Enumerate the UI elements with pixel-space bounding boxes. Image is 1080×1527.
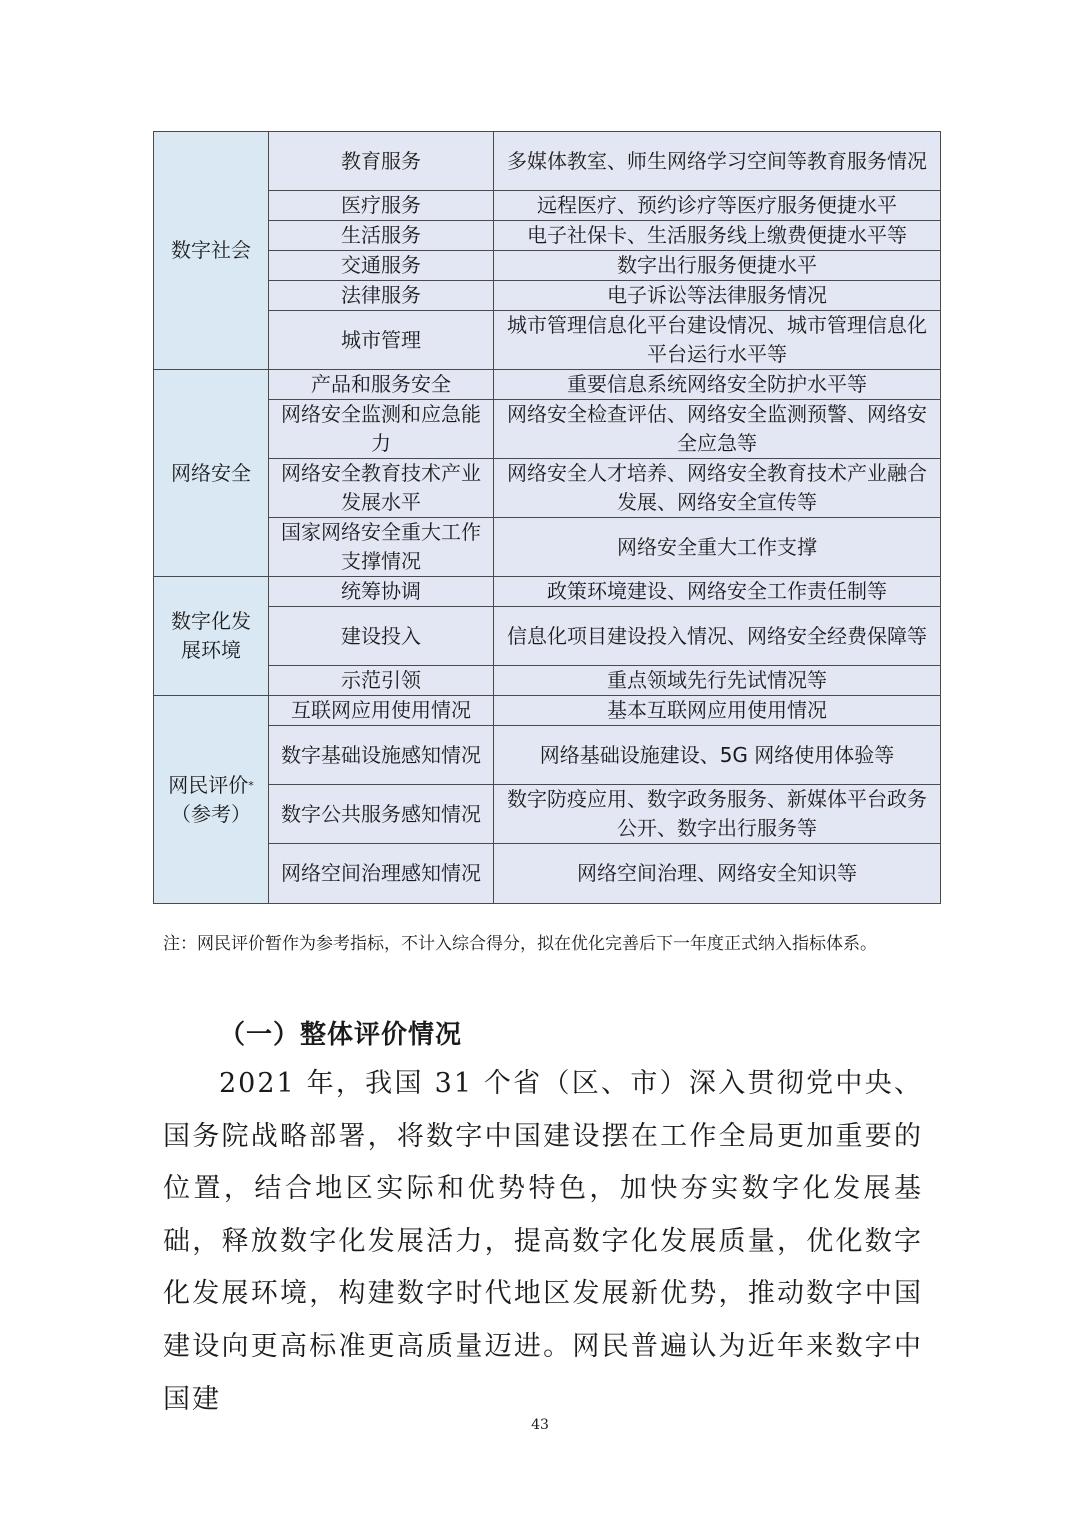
- indicator-description: 电子社保卡、生活服务线上缴费便捷水平等: [494, 221, 941, 251]
- indicator-description: 网络基础设施建设、5G 网络使用体验等: [494, 726, 941, 785]
- table-row: [154, 666, 941, 696]
- table-row: [154, 370, 941, 400]
- category-label: 网民评价*: [168, 772, 254, 797]
- table-row: [154, 785, 941, 844]
- indicator-description: 网络安全人才培养、网络安全教育技术产业融合发展、网络安全宣传等: [494, 459, 941, 518]
- indicator-item: 数字公共服务感知情况: [269, 785, 494, 844]
- indicator-item: 网络安全监测和应急能力: [269, 400, 494, 459]
- category-cell: [154, 577, 269, 696]
- table-row: [154, 607, 941, 666]
- indicator-item: 建设投入: [269, 607, 494, 666]
- indicator-item: 交通服务: [269, 251, 494, 281]
- table-row: [154, 459, 941, 518]
- indicator-description: 数字出行服务便捷水平: [494, 251, 941, 281]
- category-label: 网络安全: [171, 460, 251, 485]
- table-row: [154, 518, 941, 577]
- indicator-item: 数字基础设施感知情况: [269, 726, 494, 785]
- table-row: [154, 251, 941, 281]
- indicator-description: 远程医疗、预约诊疗等医疗服务便捷水平: [494, 191, 941, 221]
- category-label: 数字社会: [171, 238, 251, 262]
- indicator-item: 法律服务: [269, 281, 494, 311]
- indicator-description: 电子诉讼等法律服务情况: [494, 281, 941, 311]
- indicator-item: 网络安全教育技术产业发展水平: [269, 459, 494, 518]
- indicator-description: 网络安全检查评估、网络安全监测预警、网络安全应急等: [494, 400, 941, 459]
- indicator-item: 示范引领: [269, 666, 494, 696]
- page-number: 43: [531, 1417, 549, 1433]
- table-row: [154, 400, 941, 459]
- table-row: [154, 311, 941, 370]
- footnote-marker: *: [248, 778, 254, 792]
- category-cell: [154, 696, 269, 904]
- category-cell: [154, 132, 269, 370]
- indicator-description: 多媒体教室、师生网络学习空间等教育服务情况: [494, 132, 941, 191]
- table-row: [154, 191, 941, 221]
- indicator-description: 数字防疫应用、数字政务服务、新媒体平台政务公开、数字出行服务等: [494, 785, 941, 844]
- indicator-description: 网络安全重大工作支撑: [494, 518, 941, 577]
- indicator-item: 教育服务: [269, 132, 494, 191]
- indicator-item: 医疗服务: [269, 191, 494, 221]
- indicator-item: 城市管理: [269, 311, 494, 370]
- table-row: [154, 577, 941, 607]
- table-row: [154, 132, 941, 191]
- indicator-table: [153, 131, 941, 904]
- indicator-item: 互联网应用使用情况: [269, 696, 494, 726]
- table-row: [154, 844, 941, 904]
- indicator-item: 国家网络安全重大工作支撑情况: [269, 518, 494, 577]
- table-row: [154, 726, 941, 785]
- category-cell: [154, 370, 269, 577]
- table-row: [154, 221, 941, 251]
- section-heading: （一）整体评价情况: [219, 1020, 463, 1050]
- table-row: [154, 696, 941, 726]
- category-label: 数字化发: [171, 609, 251, 633]
- indicator-item: 生活服务: [269, 221, 494, 251]
- indicator-item: 产品和服务安全: [269, 370, 494, 400]
- indicator-description: 政策环境建设、网络安全工作责任制等: [494, 577, 941, 607]
- indicator-item: 网络空间治理感知情况: [269, 844, 494, 904]
- indicator-description: 基本互联网应用使用情况: [494, 696, 941, 726]
- indicator-description: 重要信息系统网络安全防护水平等: [494, 370, 941, 400]
- indicator-description: 城市管理信息化平台建设情况、城市管理信息化平台运行水平等: [494, 311, 941, 370]
- indicator-table-body: [154, 132, 941, 904]
- table-row: [154, 281, 941, 311]
- indicator-description: 信息化项目建设投入情况、网络安全经费保障等: [494, 607, 941, 666]
- indicator-description: 重点领域先行先试情况等: [494, 666, 941, 696]
- indicator-item: 统筹协调: [269, 577, 494, 607]
- indicator-description: 网络空间治理、网络安全知识等: [494, 844, 941, 904]
- table-footnote: 注：网民评价暂作为参考指标，不计入综合得分，拟在优化完善后下一年度正式纳入指标体系。: [163, 934, 877, 954]
- category-label: 展环境: [181, 638, 241, 662]
- body-paragraph: 2021 年，我国 31 个省（区、市）深入贯彻党中央、国务院战略部署，将数字中国建设摆在工作全局更加重要的位置，结合地区实际和优势特色，加快夯实数字化发展基础，释放数字化发展活力，提高数字化发展质量，优化数字化发展环境，构建数字时代地区发展新优势，推动数字中国建设向更高标准更高质量迈进。网民普遍认为近年来数字中国建: [163, 1068, 923, 1415]
- category-label: （参考）: [171, 801, 251, 826]
